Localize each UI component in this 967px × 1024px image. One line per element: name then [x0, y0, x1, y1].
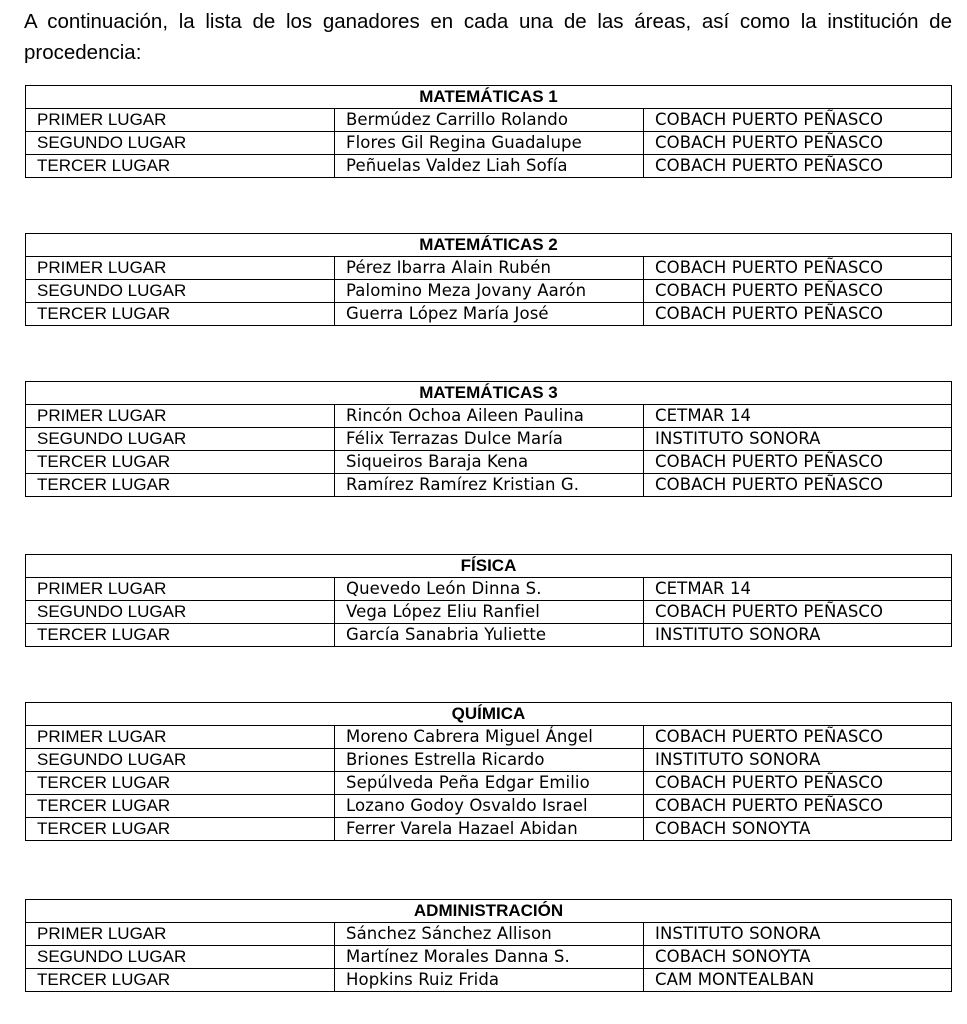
place-cell: SEGUNDO LUGAR: [26, 428, 335, 451]
name-cell: Quevedo León Dinna S.: [335, 578, 644, 601]
place-cell: PRIMER LUGAR: [26, 726, 335, 749]
table-row: [26, 749, 952, 772]
school-cell: COBACH PUERTO PEÑASCO: [644, 726, 952, 749]
place-cell: PRIMER LUGAR: [26, 109, 335, 132]
school-cell: COBACH PUERTO PEÑASCO: [644, 155, 952, 178]
place-cell: SEGUNDO LUGAR: [26, 946, 335, 969]
name-cell: Ferrer Varela Hazael Abidan: [335, 818, 644, 841]
name-cell: Sepúlveda Peña Edgar Emilio: [335, 772, 644, 795]
table-row: [26, 624, 952, 647]
table-row: [26, 155, 952, 178]
place-cell: PRIMER LUGAR: [26, 405, 335, 428]
winners-table-fisica: [25, 554, 952, 647]
table-row: [26, 969, 952, 992]
school-cell: CETMAR 14: [644, 578, 952, 601]
winners-table-administracion: [25, 899, 952, 992]
name-cell: Ramírez Ramírez Kristian G.: [335, 474, 644, 497]
table-title: MATEMÁTICAS 3: [26, 382, 952, 405]
name-cell: Vega López Eliu Ranfiel: [335, 601, 644, 624]
school-cell: COBACH PUERTO PEÑASCO: [644, 601, 952, 624]
winners-table-matematicas-2: [25, 233, 952, 326]
table-row: [26, 257, 952, 280]
winners-table-matematicas-3: [25, 381, 952, 497]
winners-table-matematicas-1: [25, 85, 952, 178]
name-cell: Guerra López María José: [335, 303, 644, 326]
school-cell: COBACH PUERTO PEÑASCO: [644, 109, 952, 132]
table-row: [26, 109, 952, 132]
name-cell: Bermúdez Carrillo Rolando: [335, 109, 644, 132]
school-cell: CETMAR 14: [644, 405, 952, 428]
place-cell: SEGUNDO LUGAR: [26, 749, 335, 772]
place-cell: PRIMER LUGAR: [26, 578, 335, 601]
place-cell: TERCER LUGAR: [26, 155, 335, 178]
name-cell: Briones Estrella Ricardo: [335, 749, 644, 772]
table-row: [26, 601, 952, 624]
name-cell: Martínez Morales Danna S.: [335, 946, 644, 969]
place-cell: TERCER LUGAR: [26, 624, 335, 647]
table-row: [26, 946, 952, 969]
place-cell: TERCER LUGAR: [26, 474, 335, 497]
school-cell: COBACH PUERTO PEÑASCO: [644, 772, 952, 795]
school-cell: COBACH PUERTO PEÑASCO: [644, 474, 952, 497]
school-cell: COBACH PUERTO PEÑASCO: [644, 280, 952, 303]
place-cell: SEGUNDO LUGAR: [26, 280, 335, 303]
name-cell: García Sanabria Yuliette: [335, 624, 644, 647]
school-cell: INSTITUTO SONORA: [644, 624, 952, 647]
table-row: [26, 578, 952, 601]
school-cell: COBACH PUERTO PEÑASCO: [644, 451, 952, 474]
table-title: ADMINISTRACIÓN: [26, 900, 952, 923]
place-cell: PRIMER LUGAR: [26, 923, 335, 946]
school-cell: INSTITUTO SONORA: [644, 923, 952, 946]
school-cell: COBACH SONOYTA: [644, 946, 952, 969]
table-title: FÍSICA: [26, 555, 952, 578]
school-cell: COBACH SONOYTA: [644, 818, 952, 841]
table-row: [26, 428, 952, 451]
school-cell: COBACH PUERTO PEÑASCO: [644, 795, 952, 818]
table-row: [26, 795, 952, 818]
table-row: [26, 280, 952, 303]
table-title: MATEMÁTICAS 2: [26, 234, 952, 257]
school-cell: CAM MONTEALBAN: [644, 969, 952, 992]
table-title: MATEMÁTICAS 1: [26, 86, 952, 109]
name-cell: Rincón Ochoa Aileen Paulina: [335, 405, 644, 428]
place-cell: TERCER LUGAR: [26, 303, 335, 326]
table-row: [26, 132, 952, 155]
place-cell: TERCER LUGAR: [26, 795, 335, 818]
name-cell: Moreno Cabrera Miguel Ángel: [335, 726, 644, 749]
school-cell: COBACH PUERTO PEÑASCO: [644, 132, 952, 155]
school-cell: COBACH PUERTO PEÑASCO: [644, 303, 952, 326]
table-row: [26, 405, 952, 428]
winners-table-quimica: [25, 702, 952, 841]
table-title: QUÍMICA: [26, 703, 952, 726]
place-cell: SEGUNDO LUGAR: [26, 132, 335, 155]
name-cell: Félix Terrazas Dulce María: [335, 428, 644, 451]
name-cell: Lozano Godoy Osvaldo Israel: [335, 795, 644, 818]
name-cell: Peñuelas Valdez Liah Sofía: [335, 155, 644, 178]
table-row: [26, 772, 952, 795]
school-cell: INSTITUTO SONORA: [644, 749, 952, 772]
place-cell: TERCER LUGAR: [26, 818, 335, 841]
place-cell: PRIMER LUGAR: [26, 257, 335, 280]
table-row: [26, 923, 952, 946]
name-cell: Palomino Meza Jovany Aarón: [335, 280, 644, 303]
name-cell: Flores Gil Regina Guadalupe: [335, 132, 644, 155]
table-row: [26, 451, 952, 474]
place-cell: SEGUNDO LUGAR: [26, 601, 335, 624]
table-row: [26, 818, 952, 841]
school-cell: INSTITUTO SONORA: [644, 428, 952, 451]
place-cell: TERCER LUGAR: [26, 451, 335, 474]
name-cell: Siqueiros Baraja Kena: [335, 451, 644, 474]
name-cell: Sánchez Sánchez Allison: [335, 923, 644, 946]
place-cell: TERCER LUGAR: [26, 969, 335, 992]
table-row: [26, 303, 952, 326]
name-cell: Hopkins Ruiz Frida: [335, 969, 644, 992]
school-cell: COBACH PUERTO PEÑASCO: [644, 257, 952, 280]
name-cell: Pérez Ibarra Alain Rubén: [335, 257, 644, 280]
table-row: [26, 474, 952, 497]
table-row: [26, 726, 952, 749]
place-cell: TERCER LUGAR: [26, 772, 335, 795]
intro-paragraph: A continuación, la lista de los ganadores en cada una de las áreas, así como la institución de procedencia:: [24, 10, 952, 64]
